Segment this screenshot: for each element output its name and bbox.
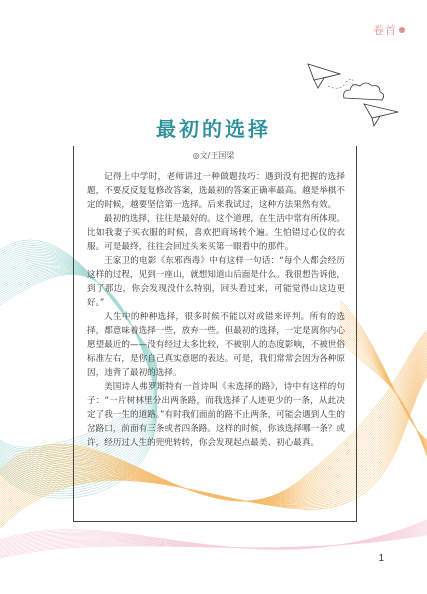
article-author: ◎文/王国梁 [192, 151, 235, 160]
page-number: 1 [378, 553, 384, 564]
section-dot-icon [399, 27, 405, 33]
wave-line [0, 533, 427, 556]
paragraph: 记得上中学时，老师讲过一种做题技巧：遇到没有把握的选择题，不要反反复复修改答案，选最初的答案正确率最高。越是举棋不定的时候，越要坚信第一选择。后来我试过，这种方法果然有效。 [87, 172, 345, 210]
article-title: 最初的选择 [156, 117, 271, 141]
article-body [87, 170, 345, 450]
paragraph: 美国诗人弗罗斯特有一首诗叫《未选择的路》，诗中有这样的句子：“一片树林里分出两条路，而我选择了人迹更少的一条，从此决定了我一生的道路。”有时我们面前的路不止两条，可能会遇到人生的岔路口，前面有三条或者四条路。这样的时候，你该选择哪一条？或许，经历过人生的兜兜转转，你会发现起点最美、初心最真。 [87, 382, 345, 448]
paragraph: 王家卫的电影《东邪西毒》中有这样一句话：“每个人都会经历这样的过程，见到一座山，就想知道山后面是什么。我很想告诉他，到了那边，你会发现没什么特别，回头看过来，可能觉得山这边更好。” [87, 256, 345, 308]
section-tag-label: 卷首 [373, 24, 397, 37]
paragraph: 人生中的种种选择，很多时候不能以对或错来评判。所有的选择，都意味着选择一些，放弃一些。但最初的选择，一定是离你内心愿望最近的——没有经过太多比较，不被别人的态度影响，不被世俗标准左右，是你自己真实意愿的表达。可是，我们常常会因为各种原因，违背了最初的选择。 [87, 312, 345, 378]
wave-line [0, 522, 427, 549]
wave-line [0, 521, 427, 549]
section-tag [373, 22, 405, 38]
paragraph: 最初的选择，往往是最好的。这个道理，在生活中常有所体现。比如我妻子买衣服的时候，喜欢把商场转个遍。生怕错过心仪的衣服。可是最终，往往会回过头来买第一眼看中的那件。 [87, 214, 345, 252]
